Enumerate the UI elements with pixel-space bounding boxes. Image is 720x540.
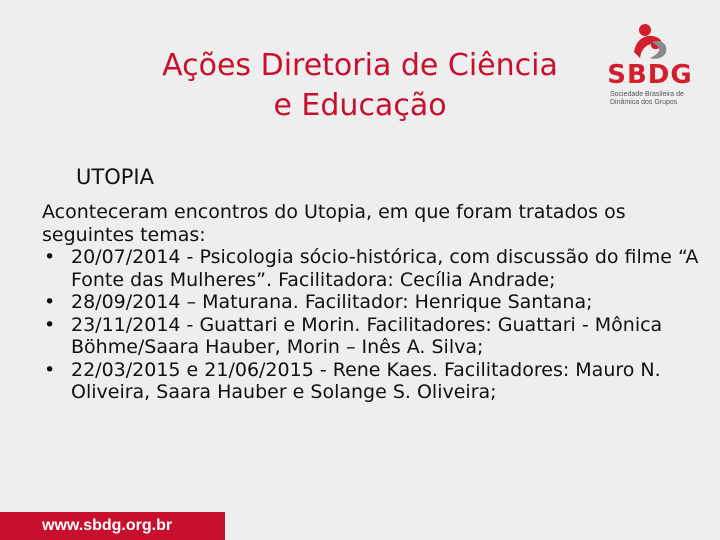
logo-wordmark: SBDG — [607, 60, 693, 90]
bullet-item — [42, 359, 702, 404]
slide-title-line-1: Ações Diretoria de Ciência — [162, 48, 558, 83]
slide-title — [120, 46, 600, 126]
bullet-icon: • — [44, 246, 56, 268]
footer-bar — [0, 512, 225, 540]
bullet-text: 20/07/2014 - Psicologia sócio-histórica, com discussão do filme “A Fonte das Mulheres”. Facilitadora: Cecília Andrade; — [71, 246, 699, 291]
slide-body — [42, 201, 702, 404]
bullet-list — [42, 246, 702, 404]
bullet-item — [42, 314, 702, 359]
section-heading: UTOPIA — [76, 165, 154, 189]
bullet-icon: • — [44, 313, 56, 336]
logo-figure-icon — [630, 22, 670, 62]
bullet-icon: • — [44, 358, 56, 381]
logo-tagline-line-2: Dinâmica dos Grupos — [610, 99, 678, 106]
bullet-text: 22/03/2015 e 21/06/2015 - Rene Kaes. Facilitadores: Mauro N. Oliveira, Saara Hauber e Solange S. Oliveira; — [71, 358, 661, 403]
slide-title-line-2: e Educação — [273, 88, 447, 123]
bullet-item — [42, 291, 702, 314]
intro-text: Aconteceram encontros do Utopia, em que foram tratados os seguintes temas: — [42, 201, 626, 246]
footer-website-link[interactable]: www.sbdg.org.br — [42, 517, 173, 534]
bullet-text: 23/11/2014 - Guattari e Morin. Facilitadores: Guattari - Mônica Böhme/Saara Hauber, Morin – Inês A. Silva; — [71, 313, 663, 358]
bullet-item — [42, 246, 702, 291]
logo-tagline — [610, 91, 696, 107]
bullet-text: 28/09/2014 – Maturana. Facilitador: Henrique Santana; — [71, 291, 593, 313]
sbdg-logo — [604, 22, 696, 106]
logo-tagline-line-1: Sociedade Brasileira de — [610, 91, 684, 98]
bullet-icon: • — [44, 291, 56, 313]
